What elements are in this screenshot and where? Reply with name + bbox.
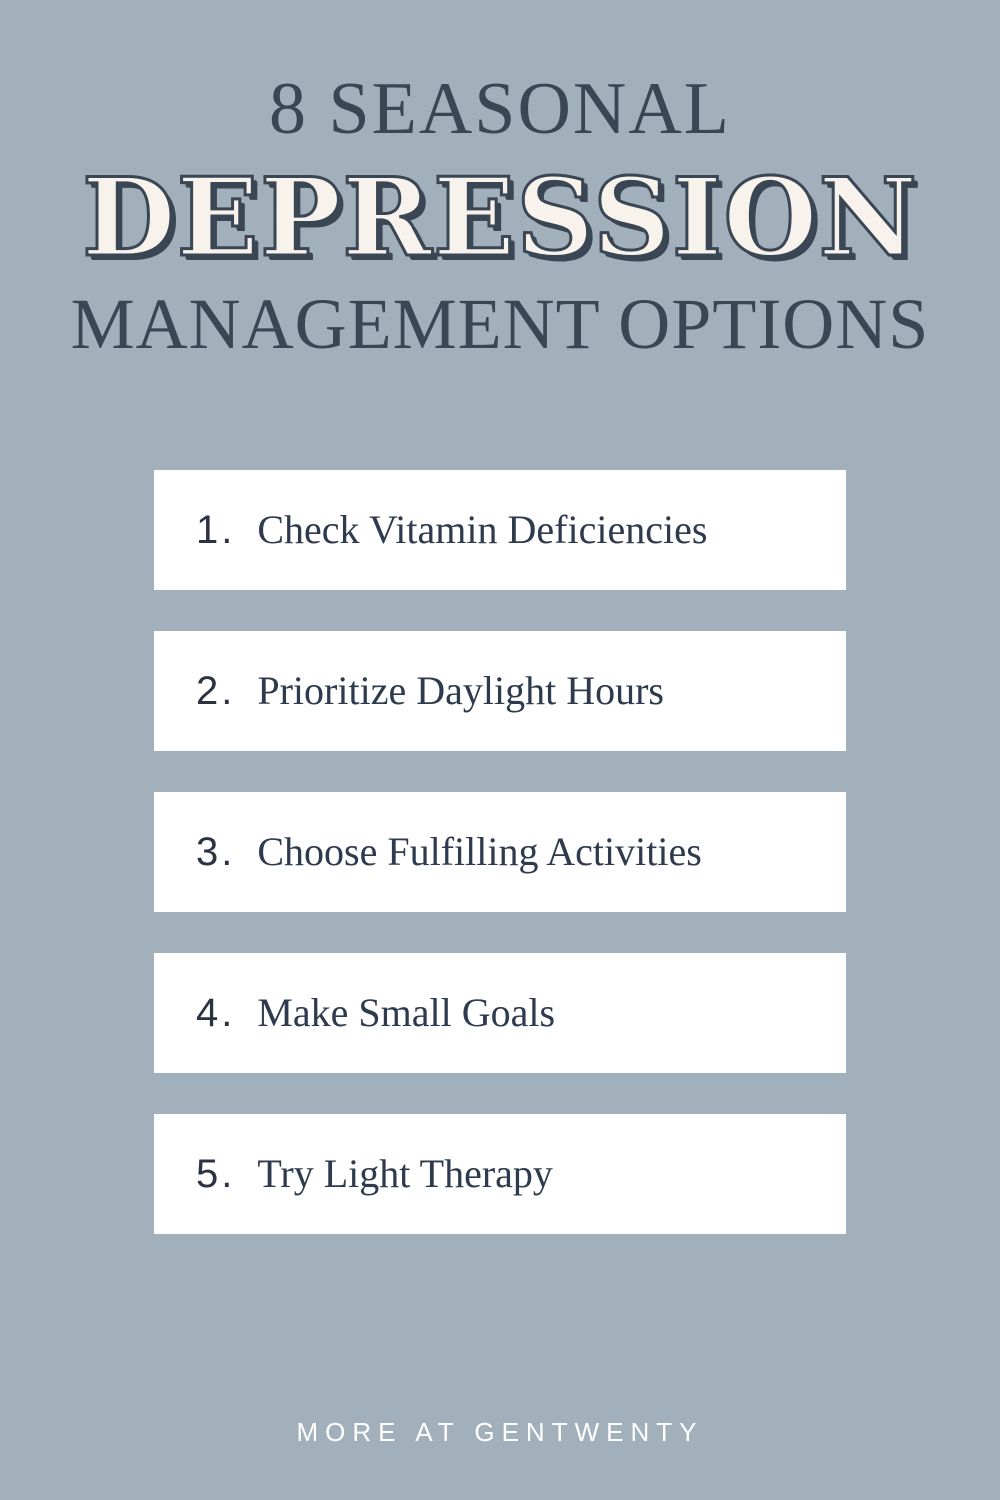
title-line-top: 8 SEASONAL [269,68,731,150]
list-item-label: Choose Fulfilling Activities [257,829,702,874]
list-item [154,1114,846,1234]
list-item [154,631,846,751]
list-item-label: Check Vitamin Deficiencies [257,507,708,552]
list-item-number: 4. [196,991,236,1035]
list-item-number: 2. [196,669,236,713]
poster-footer: MORE AT GENTWENTY [296,1417,704,1447]
options-list [154,470,846,1234]
list-item-number: 5. [196,1152,236,1196]
list-item [154,470,846,590]
list-item-number: 1. [196,508,236,552]
list-item-label: Make Small Goals [257,990,556,1035]
list-item-number: 3. [196,830,236,874]
title-line-bottom: MANAGEMENT OPTIONS [70,284,930,364]
list-item [154,792,846,912]
poster-headline [0,68,1000,364]
title-line-emphasis: DEPRESSION [81,155,919,281]
list-item-label: Prioritize Daylight Hours [257,668,664,713]
list-item-label: Try Light Therapy [257,1151,553,1196]
list-item [154,953,846,1073]
